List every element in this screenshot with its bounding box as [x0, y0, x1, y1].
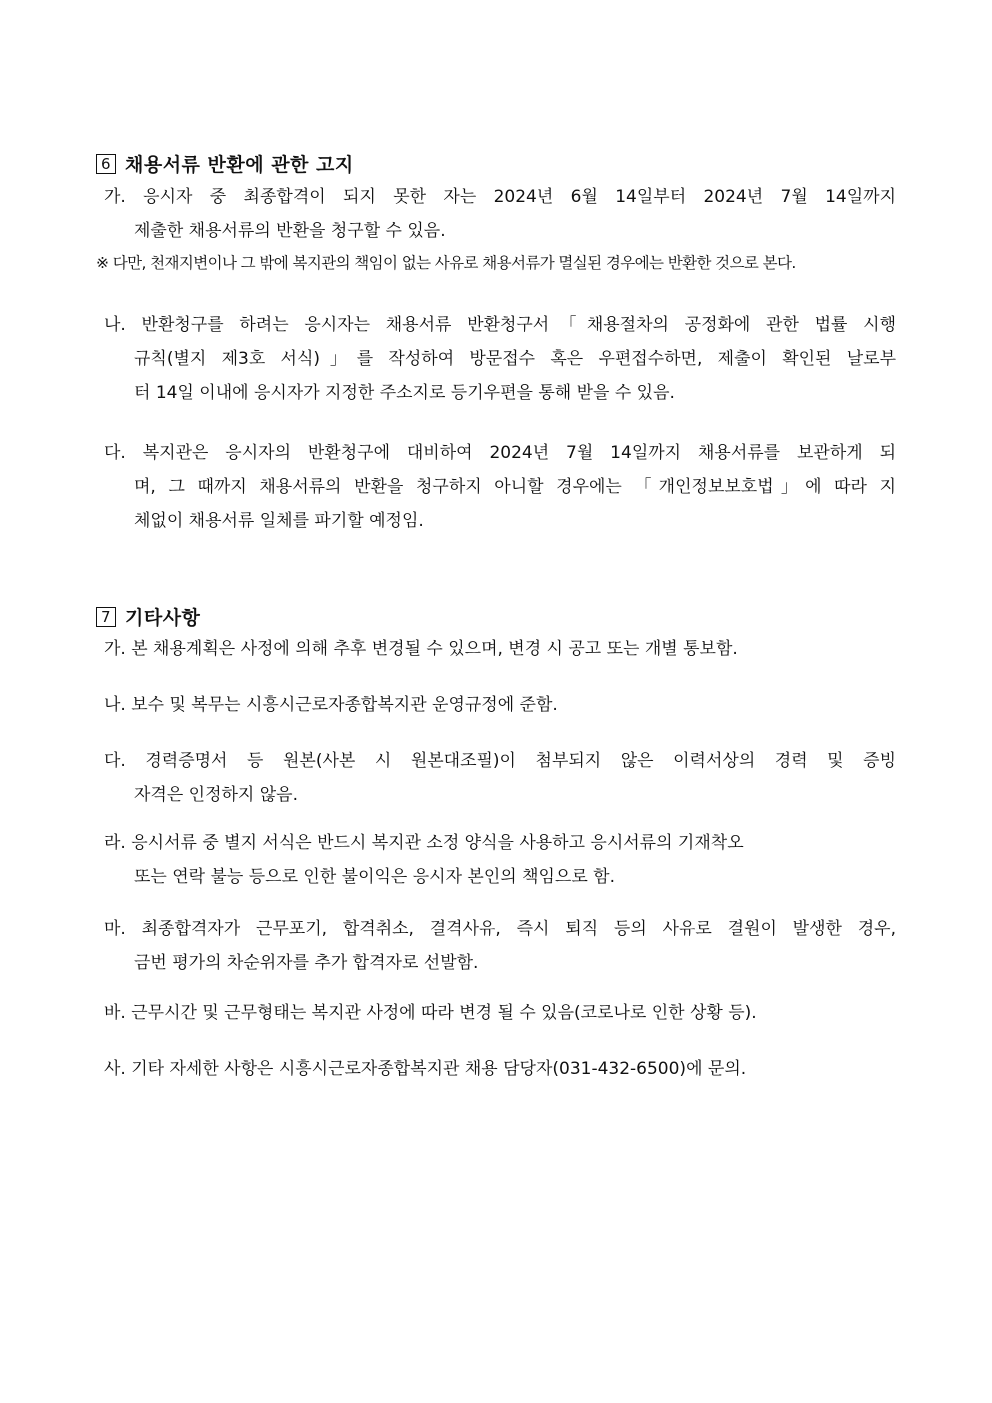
- item-line: 제출한 채용서류의 반환을 청구할 수 있음.: [134, 221, 446, 241]
- section-6-item-da: [104, 436, 896, 538]
- item-line: 또는 연락 불능 등으로 인한 불이익은 응시자 본인의 책임으로 함.: [134, 867, 616, 887]
- section-6-heading: [96, 150, 354, 177]
- section-7-item-ma: [104, 912, 896, 980]
- item-line: 규칙(별지 제3호 서식)」를 작성하여 방문접수 혹은 우편접수하면, 제출이 확인된 날로부: [134, 349, 896, 369]
- item-line: 가. 본 채용계획은 사정에 의해 추후 변경될 수 있으며, 변경 시 공고 또는 개별 통보함.: [104, 639, 738, 659]
- section-7-item-sa: [104, 1052, 896, 1086]
- section-7-number: 7: [96, 607, 116, 627]
- section-7-item-da: [104, 744, 896, 812]
- item-line: 터 14일 이내에 응시자가 지정한 주소지로 등기우편을 통해 받을 수 있음.: [134, 383, 675, 403]
- section-6-item-na: [104, 308, 896, 410]
- section-7-item-ra: [104, 826, 896, 894]
- item-line: 체없이 채용서류 일체를 파기할 예정임.: [134, 511, 424, 531]
- section-6-title: 채용서류 반환에 관한 고지: [125, 154, 354, 176]
- item-line: 라. 응시서류 중 별지 서식은 반드시 복지관 소정 양식을 사용하고 응시서류의 기재착오: [104, 833, 744, 853]
- section-7-item-ga: [104, 632, 896, 666]
- section-7-heading: [96, 603, 200, 630]
- section-6-item-ga: [104, 180, 896, 248]
- item-line: 바. 근무시간 및 근무형태는 복지관 사정에 따라 변경 될 수 있음(코로나로 인한 상황 등).: [104, 1003, 757, 1023]
- item-line: 사. 기타 자세한 사항은 시흥시근로자종합복지관 채용 담당자(031-432-6500)에 문의.: [104, 1059, 747, 1079]
- section-7-item-ba: [104, 996, 896, 1030]
- item-line: 자격은 인정하지 않음.: [134, 785, 299, 805]
- item-line: 며, 그 때까지 채용서류의 반환을 청구하지 아니할 경우에는 「개인정보보호법」에 따라 지: [134, 477, 896, 497]
- section-6-number: 6: [96, 154, 116, 174]
- item-line: 마. 최종합격자가 근무포기, 합격취소, 결격사유, 즉시 퇴직 등의 사유로 결원이 발생한 경우,: [104, 919, 896, 939]
- item-line: 다. 경력증명서 등 원본(사본 시 원본대조필)이 첨부되지 않은 이력서상의 경력 및 증빙: [104, 751, 896, 771]
- item-line: 다. 복지관은 응시자의 반환청구에 대비하여 2024년 7월 14일까지 채용서류를 보관하게 되: [104, 443, 896, 463]
- section-7-item-na: [104, 688, 896, 722]
- item-line: 금번 평가의 차순위자를 추가 합격자로 선발함.: [134, 953, 479, 973]
- section-6-note: ※ 다만, 천재지변이나 그 밖에 복지관의 책임이 없는 사유로 채용서류가 멸실된 경우에는 반환한 것으로 본다.: [96, 254, 796, 272]
- item-line: 나. 반환청구를 하려는 응시자는 채용서류 반환청구서「채용절차의 공정화에 관한 법률 시행: [104, 315, 896, 335]
- section-7-title: 기타사항: [125, 607, 201, 629]
- item-line: 가. 응시자 중 최종합격이 되지 못한 자는 2024년 6월 14일부터 2024년 7월 14일까지: [104, 187, 896, 207]
- item-line: 나. 보수 및 복무는 시흥시근로자종합복지관 운영규정에 준함.: [104, 695, 558, 715]
